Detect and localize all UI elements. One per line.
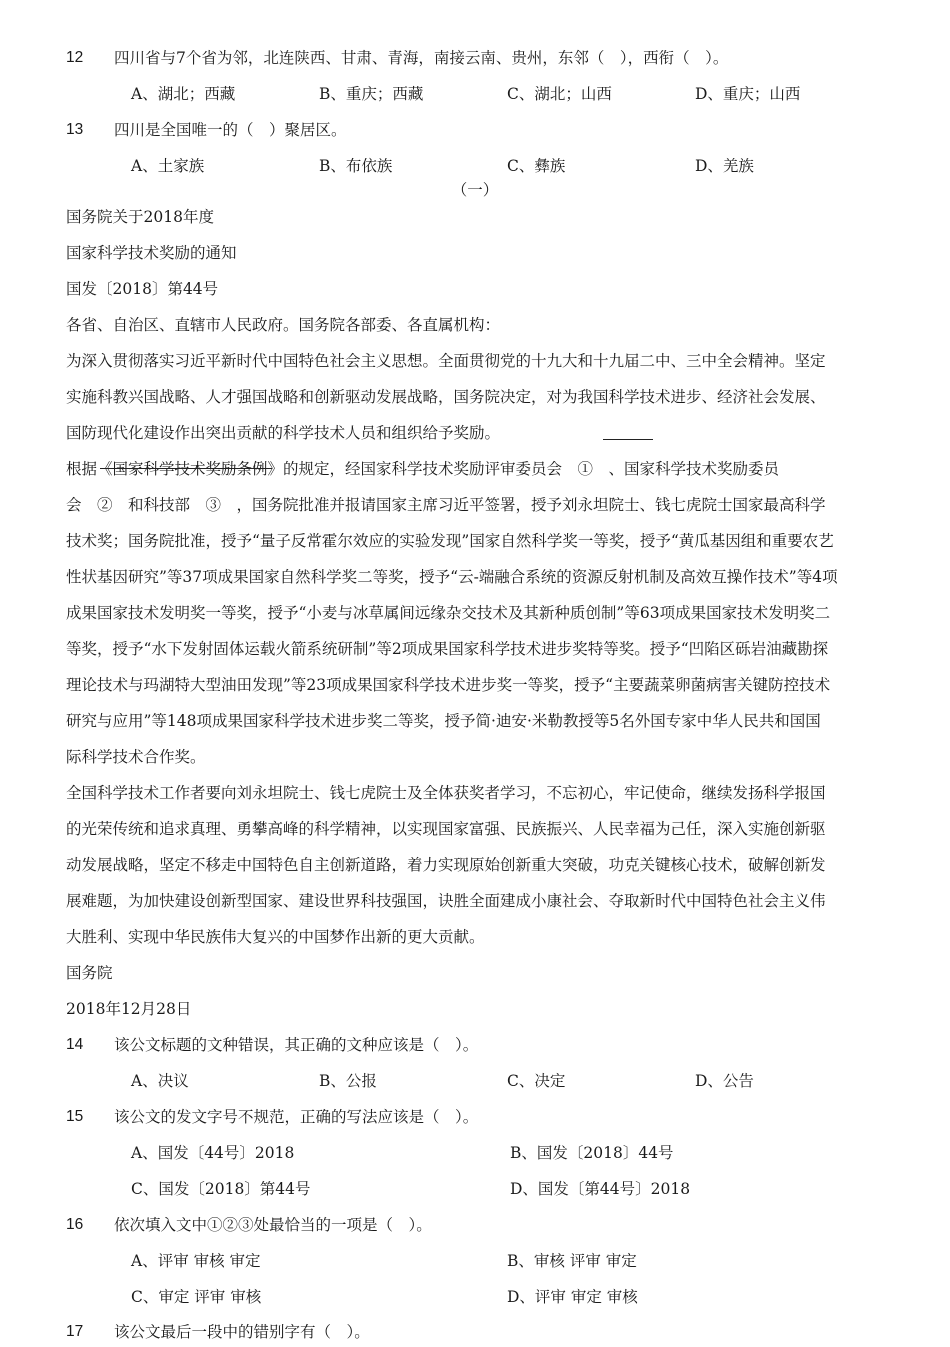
strikethrough-mark xyxy=(100,468,272,469)
paragraph2-line: 根据《国家科学技术奖励条例》的规定，经国家科学技术奖励评审委员会 ① 、国家科学技术奖励委员 xyxy=(66,460,780,478)
question-14-text: 该公文标题的文种错误，其正确的文种应该是（ ）。 xyxy=(114,1036,479,1054)
paragraph2-line: 性状基因研究”等37项成果国家自然科学奖二等奖，授予“云-端融合系统的资源反射机制及高效互操作技术”等4项 xyxy=(66,568,838,586)
question-12-option-b: B、重庆；西藏 xyxy=(319,85,424,103)
paragraph2-line: 等奖，授予“水下发射固体运载火箭系统研制”等2项成果国家科学技术进步奖特等奖。授予“凹陷区砾岩油藏勘探 xyxy=(66,640,829,658)
section-label: （一） xyxy=(451,181,499,199)
question-15-option-d: D、国发〔第44号〕2018 xyxy=(510,1180,691,1198)
notice-signature: 国务院 xyxy=(66,964,113,982)
question-15-option-a: A、国发〔44号〕2018 xyxy=(131,1144,295,1162)
question-15-text: 该公文的发文字号不规范，正确的写法应该是（ ）。 xyxy=(114,1108,479,1126)
paragraph2-line: 研究与应用”等148项成果国家科学技术进步奖二等奖，授予简·迪安·米勒教授等5名外国专家中华人民共和国国 xyxy=(66,712,821,730)
question-12-option-d: D、重庆；山西 xyxy=(695,85,801,103)
question-15-number: 15 xyxy=(66,1108,84,1125)
question-15-option-c: C、国发〔2018〕第44号 xyxy=(131,1180,311,1198)
paragraph1-line: 国防现代化建设作出突出贡献的科学技术人员和组织给予奖励。 xyxy=(66,424,501,442)
paragraph2-line: 技术奖；国务院批准，授予“量子反常霍尔效应的实验发现”国家自然科学奖一等奖，授予“黄瓜基因组和重要农艺 xyxy=(66,532,834,550)
question-14-option-a: A、决议 xyxy=(131,1072,189,1090)
question-13-number: 13 xyxy=(66,121,84,138)
notice-doc-number: 国发〔2018〕第44号 xyxy=(66,280,219,298)
paragraph3-line: 的光荣传统和追求真理、勇攀高峰的科学精神，以实现国家富强、民族振兴、人民幸福为己任，深入实施创新驱 xyxy=(66,820,826,838)
notice-date: 2018年12月28日 xyxy=(66,1000,192,1018)
underline-mark xyxy=(603,439,653,440)
paragraph3-line: 动发展战略，坚定不移走中国特色自主创新道路，着力实现原始创新重大突破，功克关键核心技术，破解创新发 xyxy=(66,856,826,874)
question-17-number: 17 xyxy=(66,1323,84,1340)
notice-title-line2: 国家科学技术奖励的通知 xyxy=(66,244,237,262)
paragraph1-line: 实施科教兴国战略、人才强国战略和创新驱动发展战略，国务院决定，对为我国科学技术进步、经济社会发展、 xyxy=(66,388,826,406)
paragraph2-line: 成果国家技术发明奖一等奖，授予“小麦与冰草属间远缘杂交技术及其新种质创制”等63项成果国家技术发明奖二 xyxy=(66,604,831,622)
question-14-option-b: B、公报 xyxy=(319,1072,377,1090)
question-12-text: 四川省与7个省为邻，北连陕西、甘肃、青海，南接云南、贵州，东邻（ ），西衔（ ）。 xyxy=(114,49,729,67)
question-13-option-d: D、羌族 xyxy=(695,157,754,175)
question-12-number: 12 xyxy=(66,49,84,66)
question-15-option-b: B、国发〔2018〕44号 xyxy=(510,1144,674,1162)
question-12-option-c: C、湖北；山西 xyxy=(507,85,612,103)
question-14-number: 14 xyxy=(66,1036,84,1053)
notice-addressee: 各省、自治区、直辖市人民政府。国务院各部委、各直属机构： xyxy=(66,316,501,334)
question-13-option-b: B、布依族 xyxy=(319,157,393,175)
paragraph3-line: 大胜利、实现中华民族伟大复兴的中国梦作出新的更大贡献。 xyxy=(66,928,485,946)
question-14-option-d: D、公告 xyxy=(695,1072,754,1090)
question-16-option-a: A、评审 审核 审定 xyxy=(131,1252,261,1270)
question-16-option-c: C、审定 评审 审核 xyxy=(131,1288,262,1306)
question-13-text: 四川是全国唯一的（ ）聚居区。 xyxy=(114,121,347,139)
question-16-text: 依次填入文中①②③处最恰当的一项是（ ）。 xyxy=(114,1216,432,1234)
paragraph2-line: 会 ② 和科技部 ③ ，国务院批准并报请国家主席习近平签署，授予刘永坦院士、钱七虎院士国家最高科学 xyxy=(66,496,826,514)
question-12-option-a: A、湖北；西藏 xyxy=(131,85,236,103)
question-16-option-b: B、审核 评审 审定 xyxy=(507,1252,637,1270)
paragraph2-line: 理论技术与玛湖特大型油田发现”等23项成果国家科学技术进步奖一等奖，授予“主要蔬菜卵菌病害关键防控技术 xyxy=(66,676,831,694)
paragraph3-line: 全国科学技术工作者要向刘永坦院士、钱七虎院士及全体获奖者学习，不忘初心，牢记使命，继续发扬科学报国 xyxy=(66,784,826,802)
question-13-option-c: C、彝族 xyxy=(507,157,566,175)
question-17-text: 该公文最后一段中的错别字有（ ）。 xyxy=(114,1323,370,1341)
paragraph3-line: 展难题，为加快建设创新型国家、建设世界科技强国，诀胜全面建成小康社会、夺取新时代中国特色社会主义伟 xyxy=(66,892,826,910)
question-16-number: 16 xyxy=(66,1216,84,1233)
paragraph1-line: 为深入贯彻落实习近平新时代中国特色社会主义思想。全面贯彻党的十九大和十九届二中、三中全会精神。坚定 xyxy=(66,352,826,370)
question-13-option-a: A、土家族 xyxy=(131,157,205,175)
paragraph2-line: 际科学技术合作奖。 xyxy=(66,748,206,766)
question-16-option-d: D、评审 审定 审核 xyxy=(507,1288,638,1306)
notice-title-line1: 国务院关于2018年度 xyxy=(66,208,214,226)
question-14-option-c: C、决定 xyxy=(507,1072,566,1090)
